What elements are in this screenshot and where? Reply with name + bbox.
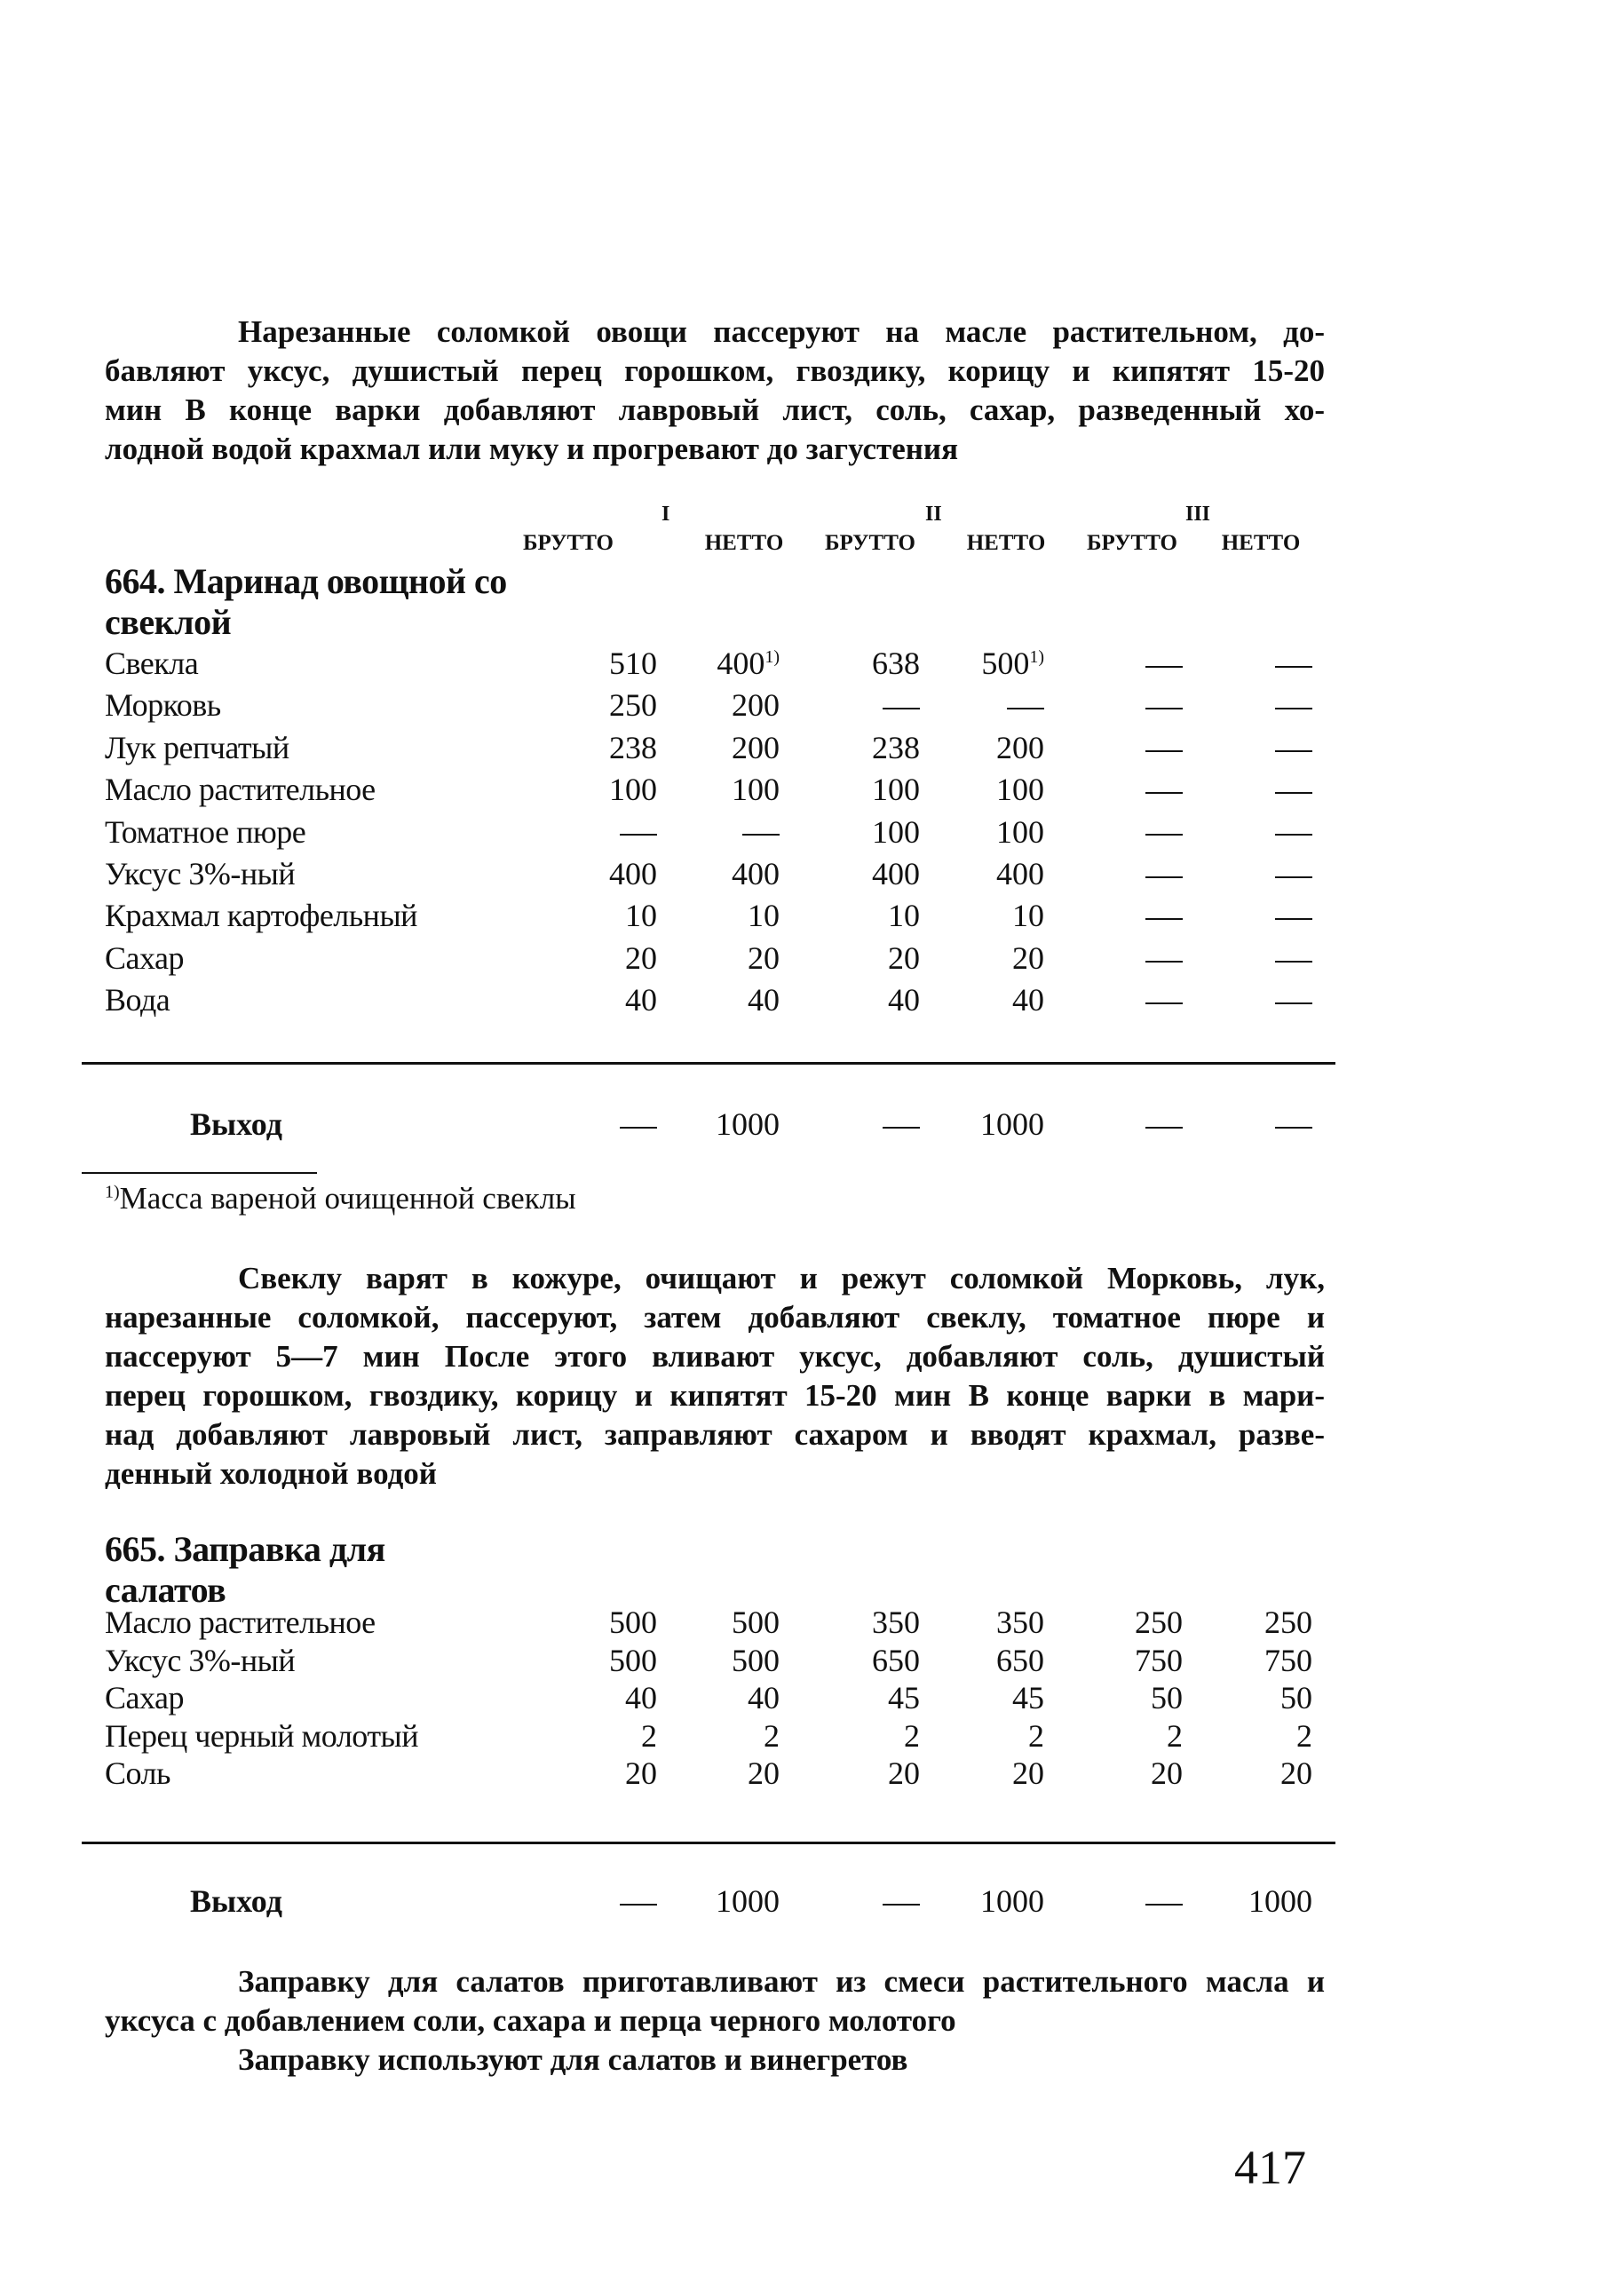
value-cell [1076,771,1183,808]
output-value [1076,1105,1183,1143]
value-cell: 20 [888,1755,920,1791]
output-value [813,1882,920,1920]
value-cell: 250 [1135,1605,1183,1640]
text-line: мин В конце варки добавляют лавровый лист, соль, сахар, разведенный хо- [105,392,1325,427]
value-cell: 400 [996,856,1044,891]
value-cell: 45 [1012,1680,1044,1716]
value-cell: 20 [888,939,920,976]
text-line: бавляют уксус, душистый перец горошком, гвоздику, корицу и кипятят 15-20 [105,353,1325,388]
output-value [813,1105,920,1143]
value-cell: 40 [888,982,920,1018]
footnote-text: Масса вареной очищенной свеклы [119,1181,576,1216]
text-line: уксуса с добавлением соли, сахара и перца черного молотого [105,2003,956,2038]
value-cell: 100 [732,772,780,808]
title-line: 664. Маринад овощной со [105,561,507,601]
ingredient-name: Перец черный молотый [105,1717,419,1754]
value-cell: 40 [625,982,657,1018]
value-cell [1076,897,1183,934]
page-number: 417 [1234,2141,1306,2194]
column-header-brutto-1: БРУТТО [523,531,614,555]
dash-mark [1145,918,1183,920]
value-cell [1206,813,1312,851]
value-cell [1076,981,1183,1018]
table-row [105,729,1330,770]
value-cell: 250 [1264,1605,1312,1640]
text-line: Нарезанные соломкой овощи пассеруют на масле растительном, до- [238,314,1325,349]
table-row [105,981,1330,1022]
dash-mark [1275,834,1312,836]
output-value [551,1882,657,1920]
value-cell [1206,855,1312,892]
value-cell: 500 [609,1642,657,1678]
recipe-665-title [105,1529,385,1611]
value-cell: 20 [748,1755,780,1791]
text-line: Заправку для салатов приготавливают из смеси растительного масла и [238,1964,1325,1999]
value-cell: 40 [748,1680,780,1716]
dash-mark [883,1127,920,1129]
value-cell: 400 [732,856,780,891]
dash-mark [1275,961,1312,963]
ingredient-name: Томатное пюре [105,813,306,850]
value-cell: 2 [1296,1717,1312,1754]
footnote-ref: 1) [764,647,780,667]
value-cell: 650 [996,1642,1044,1678]
value-cell: 2 [1167,1717,1183,1754]
value-cell: 500 [732,1605,780,1640]
output-value [1076,1882,1183,1920]
title-line: 665. Заправка для [105,1529,385,1569]
dash-mark [883,1904,920,1906]
value-cell: 20 [1151,1755,1183,1791]
table-row [105,1604,1330,1644]
dash-mark [1007,708,1044,709]
text-line: денный холодной водой [105,1456,437,1491]
value-cell [1076,645,1183,682]
output-value: 1000 [980,1883,1044,1919]
value-cell [1206,645,1312,682]
ingredient-name: Лук репчатый [105,729,289,765]
table-rule [82,1062,1335,1065]
dash-mark [1275,708,1312,709]
group-label-ii: II [925,503,942,526]
text-line: перец горошком, гвоздику, корицу и кипятят 15-20 мин В конце варки в мари- [105,1378,1325,1413]
value-cell: 100 [996,772,1044,808]
ingredient-name: Свекла [105,646,199,681]
table-row [105,1717,1330,1758]
value-cell: 100 [872,813,920,850]
ingredient-name: Сахар [105,939,184,976]
value-cell: 2 [1028,1717,1044,1754]
value-cell: 238 [872,729,920,765]
ingredient-name: Масло растительное [105,772,376,808]
dash-mark [1275,750,1312,752]
value-cell [551,813,657,851]
table-row [105,813,1330,854]
value-cell: 200 [732,687,780,724]
dash-mark [883,708,920,709]
value-cell: 2 [641,1717,657,1754]
value-cell: 350 [996,1605,1044,1640]
output-value: 1000 [980,1106,1044,1142]
value-cell: 40 [1012,982,1044,1018]
value-cell [1076,855,1183,892]
value-cell [1206,771,1312,808]
value-cell: 50 [1151,1680,1183,1716]
ingredient-name: Морковь [105,687,221,724]
dash-mark [1145,1127,1183,1129]
intro-paragraph [105,313,1325,469]
value-cell [938,686,1044,724]
value-cell: 500 [609,1605,657,1640]
output-value [1206,1105,1312,1143]
title-line: салатов [105,1570,226,1610]
footnote-mark: 1) [105,1182,120,1202]
value-cell: 20 [625,939,657,976]
dash-mark [1145,834,1183,836]
ingredient-name: Сахар [105,1680,184,1716]
column-header-brutto-3: БРУТТО [1087,531,1177,555]
ingredient-name: Вода [105,982,170,1018]
value-cell [1076,939,1183,977]
footnote-ref: 1) [1029,647,1044,667]
dash-mark [1145,1002,1183,1004]
table-row [105,939,1330,980]
ingredient-name: Масло растительное [105,1605,376,1640]
ingredient-name: Соль [105,1755,170,1791]
output-value: 1000 [716,1106,780,1142]
table-rule [82,1842,1335,1844]
dash-mark [620,834,657,836]
output-label: Выход [190,1883,282,1919]
value-cell: 40 [748,982,780,1018]
table-row [105,1755,1330,1795]
table-row [105,771,1330,812]
value-cell: 2 [764,1717,780,1754]
text-line: лодной водой крахмал или муку и прогревают до загустения [105,432,959,466]
dash-mark [1275,1127,1312,1129]
column-header-netto-3: НЕТТО [1221,531,1301,555]
value-cell: 20 [1280,1755,1312,1791]
value-cell: 510 [609,646,657,681]
table-row [105,645,1330,685]
value-cell: 100 [872,772,920,808]
value-cell [1076,813,1183,851]
footnote-rule [82,1172,317,1174]
value-cell: 238 [609,729,657,765]
dash-mark [1275,666,1312,668]
value-cell: 400$^{1)}$ [717,646,780,681]
value-cell: 400 [609,856,657,891]
dash-mark [1145,792,1183,794]
output-label: Выход [190,1106,282,1142]
value-cell: 45 [888,1680,920,1716]
ingredient-name: Уксус 3%-ный [105,1642,296,1678]
value-cell: 50 [1280,1680,1312,1716]
value-cell [1206,939,1312,977]
recipe-665-method [105,1962,1325,2080]
footnote [105,1181,576,1216]
column-header-brutto-2: БРУТТО [825,531,915,555]
ingredient-name: Уксус 3%-ный [105,856,296,891]
column-header-netto-2: НЕТТО [966,531,1046,555]
value-cell: 100 [996,813,1044,850]
recipe-664-method [105,1259,1325,1494]
dash-mark [1145,1904,1183,1906]
text-line: Заправку используют для салатов и винегретов [238,2042,908,2077]
group-label-i: I [661,503,670,526]
recipe-664-title [105,561,507,643]
dash-mark [1145,750,1183,752]
value-cell: 100 [609,772,657,808]
output-value: 1000 [716,1883,780,1919]
dash-mark [742,834,780,836]
text-line: над добавляют лавровый лист, заправляют сахаром и вводят крахмал, разве- [105,1417,1325,1452]
dash-mark [1145,666,1183,668]
table-row [105,1679,1330,1720]
dash-mark [1145,961,1183,963]
value-cell: 500$^{1)}$ [981,646,1044,681]
value-cell: 750 [1264,1642,1312,1678]
value-cell: 40 [625,1680,657,1716]
dash-mark [1275,918,1312,920]
dash-mark [1275,1002,1312,1004]
value-cell: 250 [609,687,657,724]
ingredient-name: Крахмал картофельный [105,898,417,934]
recipe-665-output-row [105,1882,1330,1923]
value-cell: 2 [904,1717,920,1754]
table-row [105,855,1330,896]
recipe-664-output-row [105,1105,1330,1146]
column-header-netto-1: НЕТТО [704,531,784,555]
title-line: свеклой [105,602,232,642]
dash-mark [1145,876,1183,878]
value-cell: 200 [732,729,780,765]
value-cell: 350 [872,1605,920,1640]
value-cell [673,813,780,851]
value-cell: 20 [625,1755,657,1791]
group-label-iii: III [1185,503,1211,526]
value-cell [813,686,920,724]
value-cell: 750 [1135,1642,1183,1678]
value-cell [1206,686,1312,724]
value-cell: 400 [872,856,920,891]
value-cell: 650 [872,1642,920,1678]
value-cell [1206,981,1312,1018]
value-cell [1076,686,1183,724]
value-cell: 10 [625,898,657,934]
value-cell [1206,897,1312,934]
dash-mark [1275,876,1312,878]
value-cell: 638 [872,646,920,681]
table-row [105,1642,1330,1683]
value-cell: 10 [888,898,920,934]
value-cell: 200 [996,729,1044,765]
value-cell: 20 [1012,939,1044,976]
dash-mark [1145,708,1183,709]
value-cell: 500 [732,1642,780,1678]
value-cell: 20 [748,939,780,976]
text-line: пассеруют 5—7 мин После этого вливают уксус, добавляют соль, душистый [105,1339,1325,1374]
value-cell: 10 [748,898,780,934]
table-row [105,686,1330,727]
value-cell [1206,729,1312,766]
value-cell: 20 [1012,1755,1044,1791]
value-cell: 10 [1012,898,1044,934]
text-line: нарезанные соломкой, пассеруют, затем добавляют свеклу, томатное пюре и [105,1300,1325,1335]
text-line: Свеклу варят в кожуре, очищают и режут соломкой Морковь, лук, [238,1261,1325,1296]
dash-mark [620,1127,657,1129]
table-row [105,897,1330,938]
dash-mark [620,1904,657,1906]
value-cell [1076,729,1183,766]
output-value: 1000 [1248,1883,1312,1919]
dash-mark [1275,792,1312,794]
output-value [551,1105,657,1143]
